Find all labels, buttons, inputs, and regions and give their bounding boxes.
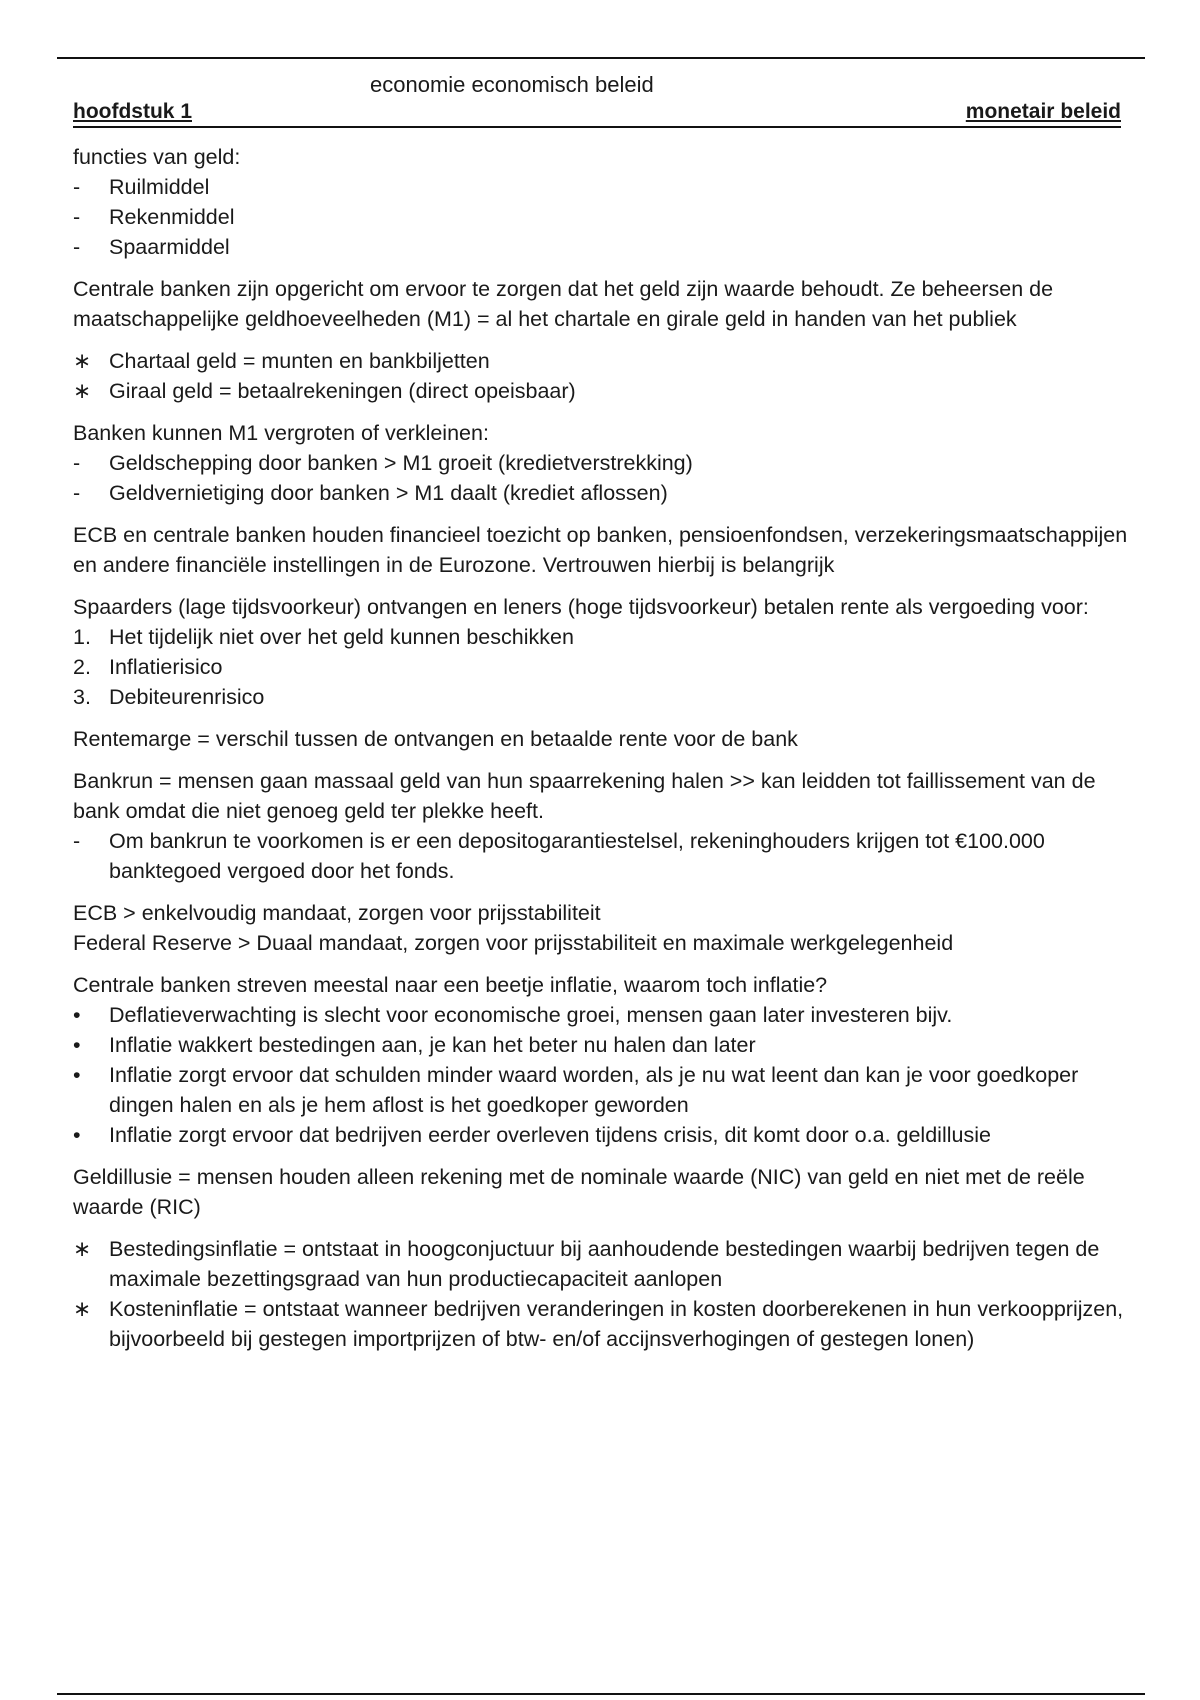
number-marker: 2. <box>73 655 91 679</box>
list-item: ∗ Kosteninflatie = ontstaat wanneer bedrijven veranderingen in kosten doorberekenen in hun verkoopprijzen, bijvoorbeeld bij gestegen importprijzen of btw- en/of accijnsverhogingen of gestegen lonen) <box>73 1294 1133 1354</box>
paragraph-mandaat-ecb: ECB > enkelvoudig mandaat, zorgen voor prijsstabiliteit <box>73 901 601 925</box>
dash-marker: - <box>73 829 81 853</box>
paragraph-bankrun: Bankrun = mensen gaan massaal geld van hun spaarrekening halen >> kan leidden tot faillissement van de bank omdat die niet genoeg geld ter plekke heeft. <box>73 769 1096 823</box>
dash-marker: - <box>73 481 81 505</box>
inflatie-soorten-list <box>73 1234 1133 1354</box>
paragraph-functies-intro: functies van geld: <box>73 145 241 169</box>
bullet-icon: • <box>73 1063 81 1087</box>
list-item: - Ruilmiddel <box>73 172 1133 202</box>
list-item: ∗ Bestedingsinflatie = ontstaat in hoogconjuctuur bij aanhoudende bestedingen waarbij bedrijven tegen de maximale bezettingsgraad van hun productiecapaciteit aanlopen <box>73 1234 1133 1294</box>
paragraph-mandaat-fed: Federal Reserve > Duaal mandaat, zorgen voor prijsstabiliteit en maximale werkgelegenheid <box>73 931 954 955</box>
m1-list <box>73 448 1133 508</box>
list-item: - Geldvernietiging door banken > M1 daalt (krediet aflossen) <box>73 478 1133 508</box>
list-item: - Geldschepping door banken > M1 groeit (kredietverstrekking) <box>73 448 1133 478</box>
page-header <box>73 100 1121 128</box>
dash-marker: - <box>73 451 81 475</box>
star-bullet-icon: ∗ <box>73 349 92 373</box>
functies-list <box>73 172 1133 262</box>
list-item: 3. Debiteurenrisico <box>73 682 1133 712</box>
top-rule <box>57 57 1145 59</box>
geld-soorten-list <box>73 346 1133 406</box>
topic-label: monetair beleid <box>965 100 1121 123</box>
inflatie-redenen-list <box>73 1000 1133 1150</box>
bullet-icon: • <box>73 1003 81 1027</box>
list-item: ∗ Chartaal geld = munten en bankbiljetten <box>73 346 1133 376</box>
paragraph-spaarders: Spaarders (lage tijdsvoorkeur) ontvangen en leners (hoge tijdsvoorkeur) betalen rente als vergoeding voor: <box>73 595 1089 619</box>
list-item: • Inflatie zorgt ervoor dat bedrijven eerder overleven tijdens crisis, dit komt door o.a. geldillusie <box>73 1120 1133 1150</box>
dash-marker: - <box>73 235 81 259</box>
document-title: economie economisch beleid <box>370 72 654 97</box>
number-marker: 1. <box>73 625 91 649</box>
paragraph-rentemarge: Rentemarge = verschil tussen de ontvangen en betaalde rente voor de bank <box>73 727 798 751</box>
paragraph-ecb-toezicht: ECB en centrale banken houden financieel toezicht op banken, pensioenfondsen, verzekeringsmaatschappijen en andere financiële instellingen in de Eurozone. Vertrouwen hierbij is belangrijk <box>73 523 1128 577</box>
chapter-label: hoofdstuk 1 <box>73 100 192 123</box>
list-item: 1. Het tijdelijk niet over het geld kunnen beschikken <box>73 622 1133 652</box>
bankrun-list <box>73 826 1133 886</box>
paragraph-centrale-banken: Centrale banken zijn opgericht om ervoor te zorgen dat het geld zijn waarde behoudt. Ze beheersen de maatschappelijke geldhoeveelheden (M1) = al het chartale en girale geld in handen van het publiek <box>73 277 1054 331</box>
number-marker: 3. <box>73 685 91 709</box>
paragraph-geldillusie: Geldillusie = mensen houden alleen rekening met de nominale waarde (NIC) van geld en niet met de reële waarde (RIC) <box>73 1165 1085 1219</box>
bullet-icon: • <box>73 1033 81 1057</box>
star-bullet-icon: ∗ <box>73 379 92 403</box>
star-bullet-icon: ∗ <box>73 1297 92 1321</box>
document-body <box>73 142 1133 1366</box>
list-item: - Om bankrun te voorkomen is er een depositogarantiestelsel, rekeninghouders krijgen tot €100.000 banktegoed vergoed door het fonds. <box>73 826 1133 886</box>
list-item: • Inflatie wakkert bestedingen aan, je kan het beter nu halen dan later <box>73 1030 1133 1060</box>
bullet-icon: • <box>73 1123 81 1147</box>
star-bullet-icon: ∗ <box>73 1237 92 1261</box>
dash-marker: - <box>73 175 81 199</box>
rente-redenen-list <box>73 622 1133 712</box>
list-item: - Rekenmiddel <box>73 202 1133 232</box>
paragraph-m1-intro: Banken kunnen M1 vergroten of verkleinen: <box>73 421 489 445</box>
list-item: • Deflatieverwachting is slecht voor economische groei, mensen gaan later investeren bijv. <box>73 1000 1133 1030</box>
bottom-rule <box>57 1693 1145 1695</box>
list-item: - Spaarmiddel <box>73 232 1133 262</box>
paragraph-inflatie-intro: Centrale banken streven meestal naar een beetje inflatie, waarom toch inflatie? <box>73 973 828 997</box>
list-item: ∗ Giraal geld = betaalrekeningen (direct opeisbaar) <box>73 376 1133 406</box>
dash-marker: - <box>73 205 81 229</box>
list-item: • Inflatie zorgt ervoor dat schulden minder waard worden, als je nu wat leent dan kan je voor goedkoper dingen halen en als je hem aflost is het goedkoper geworden <box>73 1060 1133 1120</box>
list-item: 2. Inflatierisico <box>73 652 1133 682</box>
